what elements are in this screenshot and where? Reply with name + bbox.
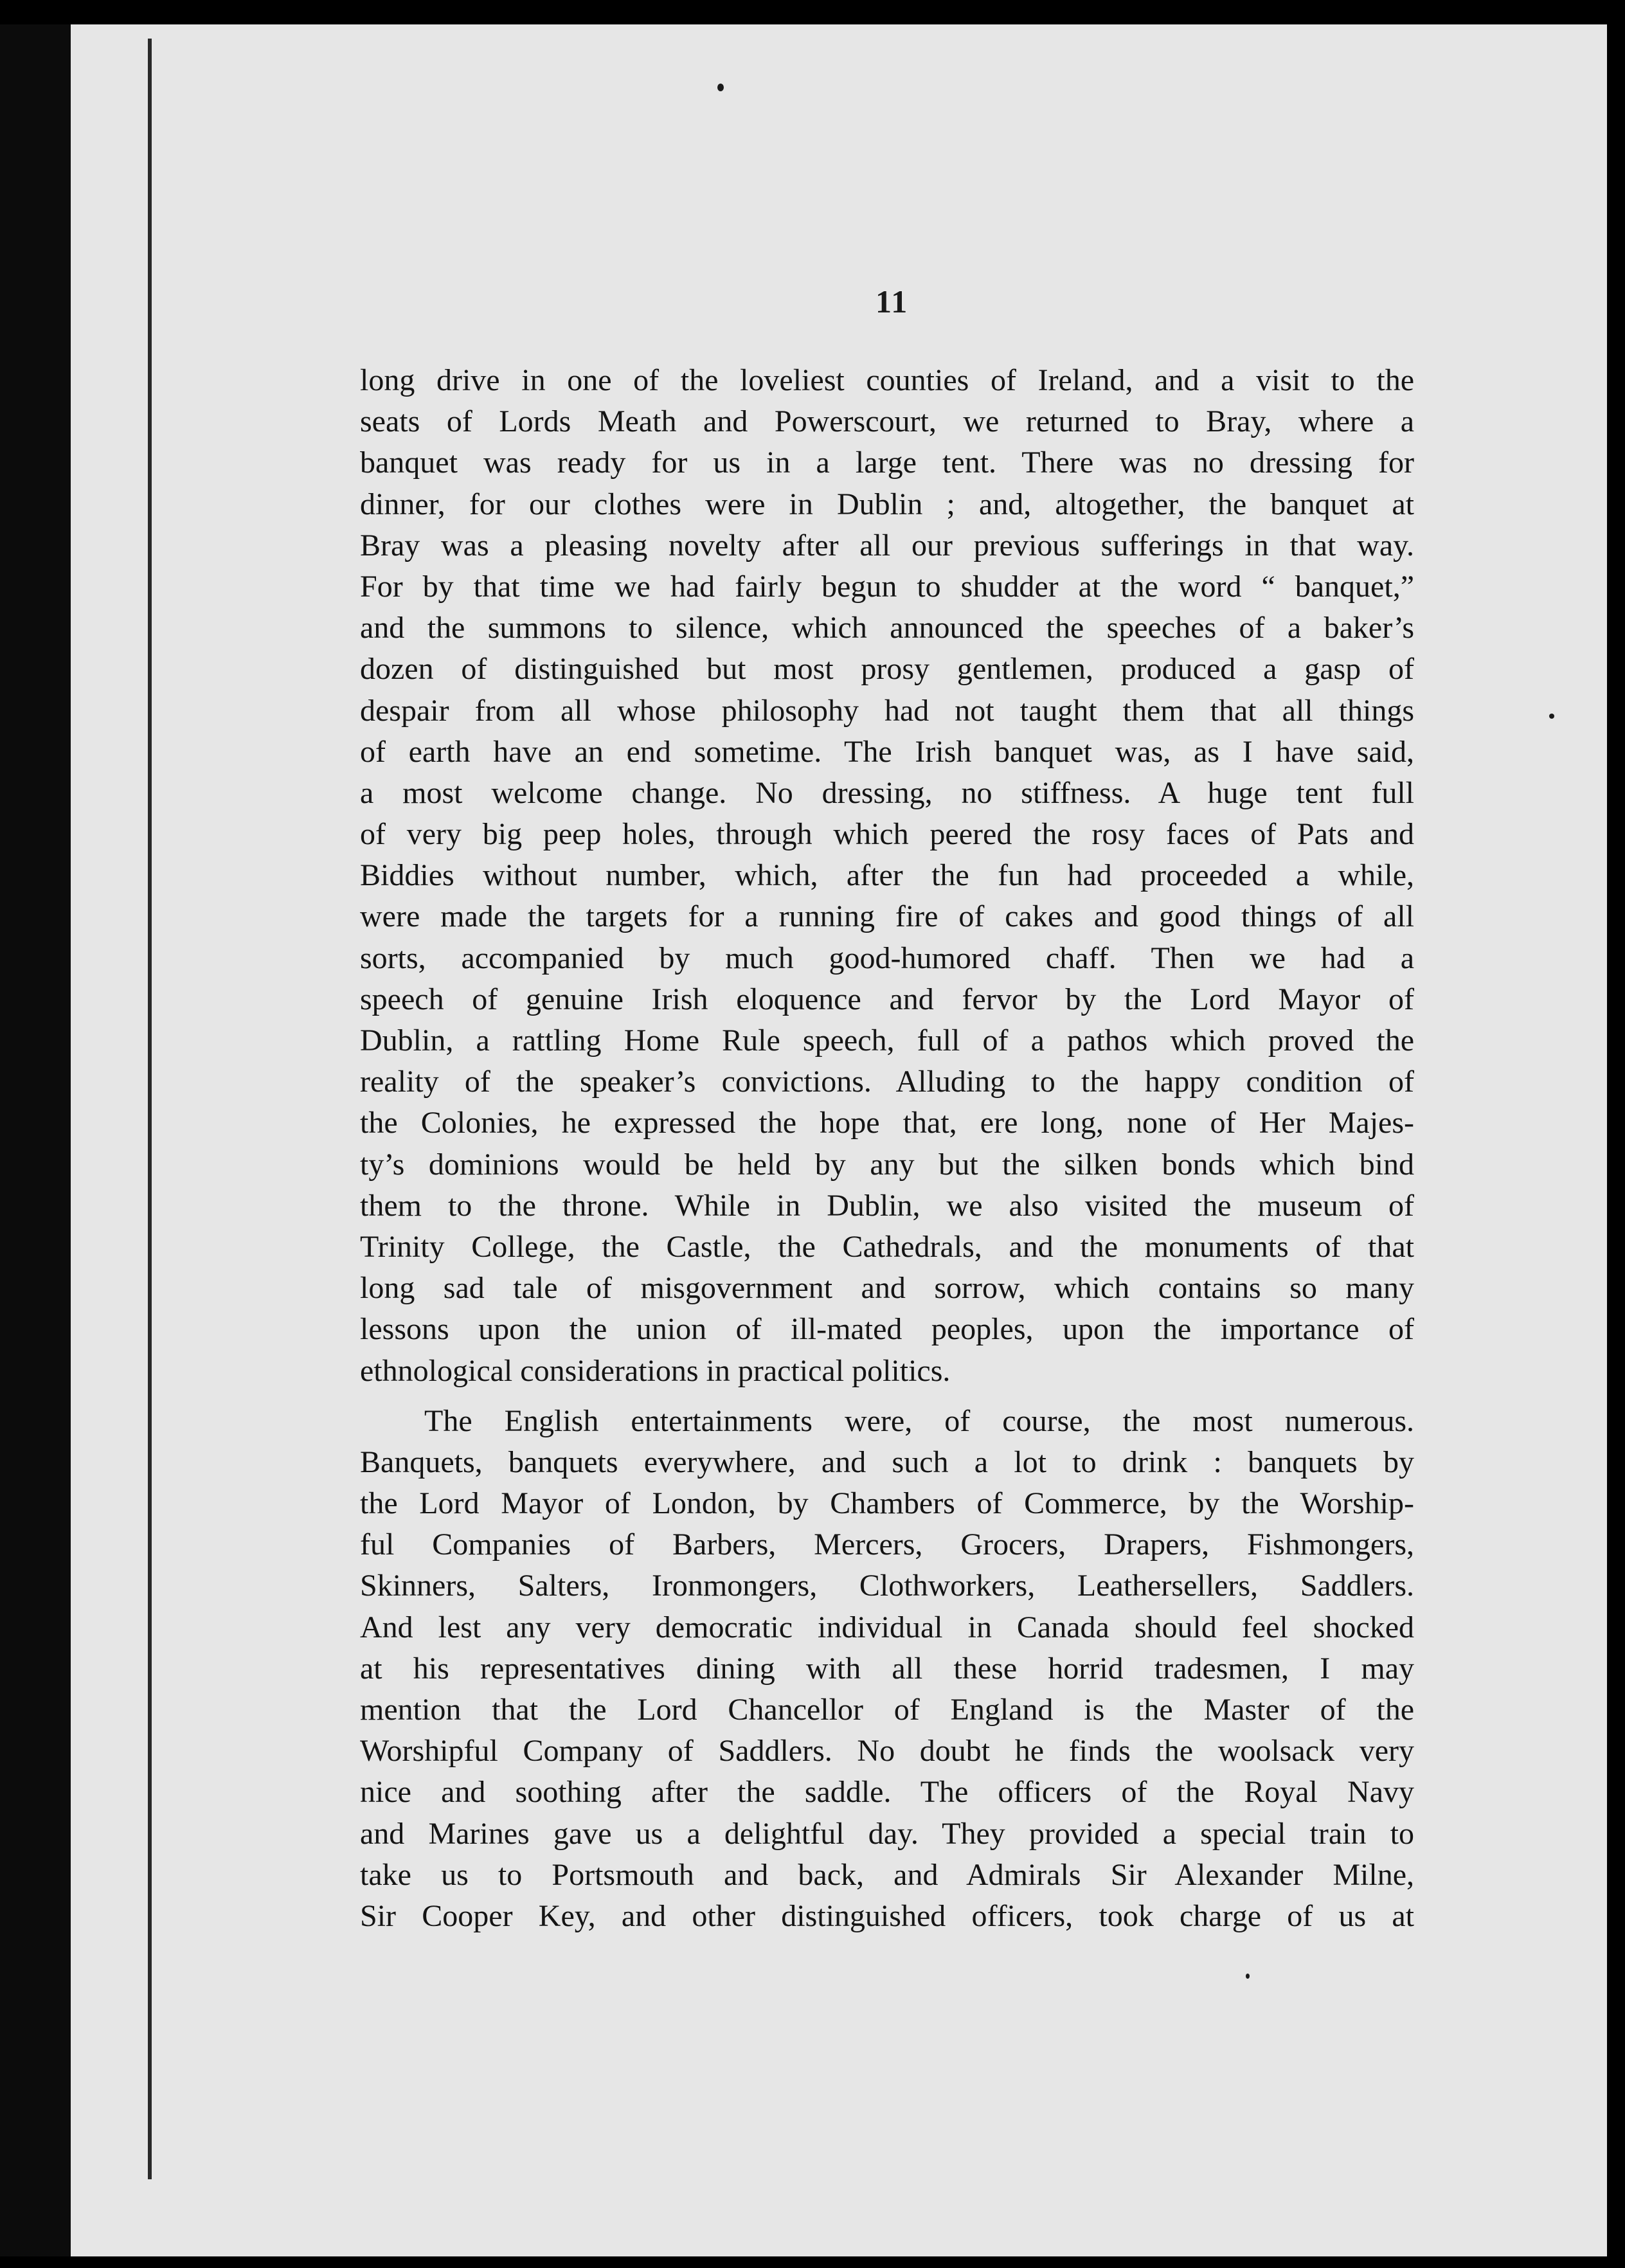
scan-speck: [717, 84, 724, 91]
text-line: Worshipful Company of Saddlers. No doubt he finds the woolsack very: [360, 1734, 1414, 1769]
text-line: Dublin, a rattling Home Rule speech, full of a pathos which proved the: [360, 1023, 1414, 1058]
text-line: at his representatives dining with all these horrid tradesmen, I may: [360, 1651, 1414, 1686]
text-line: of very big peep holes, through which peered the rosy faces of Pats and: [360, 817, 1414, 852]
text-line: them to the throne. While in Dublin, we also visited the museum of: [360, 1188, 1414, 1223]
text-line: Bray was a pleasing novelty after all our previous sufferings in that way.: [360, 528, 1414, 562]
text-line: Skinners, Salters, Ironmongers, Clothworkers, Leathersellers, Saddlers.: [360, 1569, 1414, 1603]
scan-bottom-border: [0, 2256, 1625, 2268]
body-text: [360, 360, 1414, 1937]
text-line: of earth have an end sometime. The Irish banquet was, as I have said,: [360, 734, 1414, 769]
text-line: long drive in one of the loveliest counties of Ireland, and a visit to the: [360, 363, 1414, 397]
text-line: mention that the Lord Chancellor of England is the Master of the: [360, 1693, 1414, 1727]
text-line: and Marines gave us a delightful day. They provided a special train to: [360, 1816, 1414, 1851]
text-line: the Lord Mayor of London, by Chambers of Commerce, by the Worship-: [360, 1486, 1414, 1521]
scan-top-border: [0, 0, 1625, 24]
text-line: take us to Portsmouth and back, and Admirals Sir Alexander Milne,: [360, 1857, 1414, 1892]
text-line: despair from all whose philosophy had not taught them that all things: [360, 693, 1414, 728]
paragraph: [360, 360, 1414, 1392]
page-number: 11: [875, 284, 909, 320]
text-line: the Colonies, he expressed the hope that, ere long, none of Her Majes-: [360, 1106, 1414, 1140]
paragraph-gap: [360, 1392, 1414, 1401]
gutter-line: [148, 39, 152, 2179]
text-line: Trinity College, the Castle, the Cathedrals, and the monuments of that: [360, 1229, 1414, 1264]
scan-speck: [1549, 714, 1554, 719]
text-line: And lest any very democratic individual in Canada should feel shocked: [360, 1610, 1414, 1644]
text-line: Biddies without number, which, after the fun had proceeded a while,: [360, 858, 1414, 893]
text-line: speech of genuine Irish eloquence and fervor by the Lord Mayor of: [360, 982, 1414, 1016]
scan-right-border: [1607, 0, 1625, 2268]
text-line: For by that time we had fairly begun to shudder at the word “ banquet,”: [360, 569, 1414, 604]
text-line: long sad tale of misgovernment and sorrow, which contains so many: [360, 1271, 1414, 1306]
text-line: ethnological considerations in practical politics.: [360, 1353, 951, 1388]
text-line: banquet was ready for us in a large tent. There was no dressing for: [360, 446, 1414, 480]
text-line: reality of the speaker’s convictions. Alluding to the happy condition of: [360, 1065, 1414, 1099]
text-line: lessons upon the union of ill-mated peoples, upon the importance of: [360, 1312, 1414, 1347]
text-line: a most welcome change. No dressing, no stiffness. A huge tent full: [360, 775, 1414, 810]
text-line: ful Companies of Barbers, Mercers, Grocers, Drapers, Fishmongers,: [360, 1527, 1414, 1562]
text-line: Sir Cooper Key, and other distinguished officers, took charge of us at: [360, 1898, 1414, 1933]
text-line: Banquets, banquets everywhere, and such a lot to drink : banquets by: [360, 1444, 1414, 1479]
text-line: dinner, for our clothes were in Dublin ; and, altogether, the banquet at: [360, 487, 1414, 521]
text-line: were made the targets for a running fire of cakes and good things of all: [360, 899, 1414, 934]
text-line: sorts, accompanied by much good-humored chaff. Then we had a: [360, 941, 1414, 975]
text-line: seats of Lords Meath and Powerscourt, we returned to Bray, where a: [360, 404, 1414, 439]
text-line: and the summons to silence, which announced the speeches of a baker’s: [360, 611, 1414, 645]
text-line: ty’s dominions would be held by any but the silken bonds which bind: [360, 1147, 1414, 1182]
text-line: The English entertainments were, of course, the most numerous.: [424, 1403, 1414, 1438]
text-line: dozen of distinguished but most prosy gentlemen, produced a gasp of: [360, 652, 1414, 687]
paragraph: [360, 1401, 1414, 1937]
page-spine-edge: [0, 0, 71, 2268]
text-line: nice and soothing after the saddle. The officers of the Royal Navy: [360, 1775, 1414, 1810]
scan-speck: [1246, 1974, 1250, 1979]
